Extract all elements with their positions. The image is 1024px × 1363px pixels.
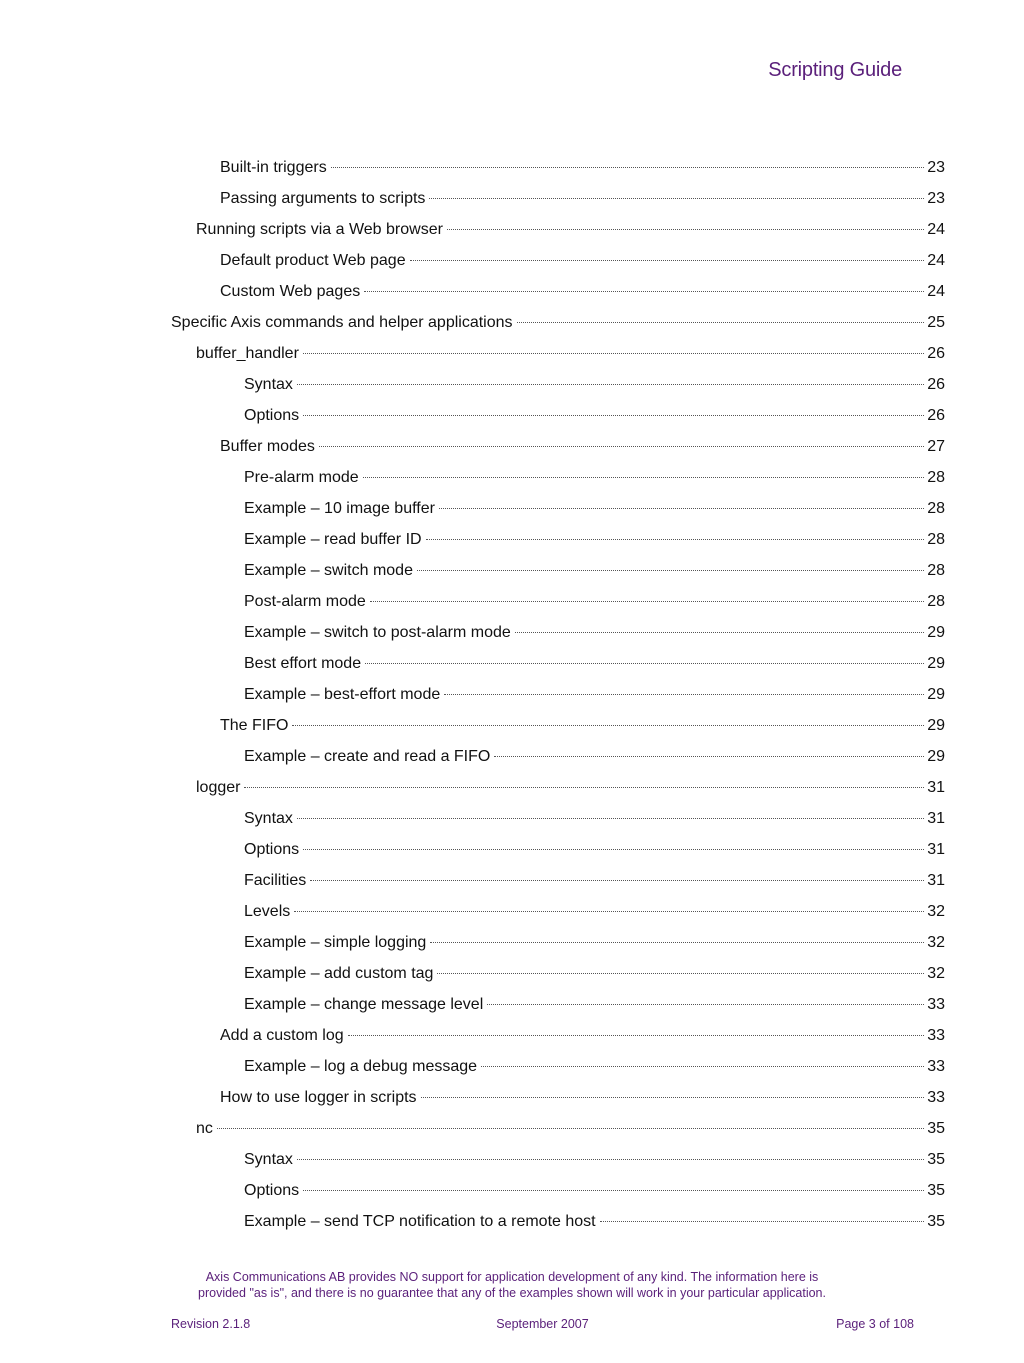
toc-leader-dots [365, 663, 924, 664]
toc-entry-page: 29 [927, 748, 945, 765]
page-header-title: Scripting Guide [768, 59, 902, 81]
toc-entry[interactable] [0, 958, 945, 989]
toc-leader-dots [294, 911, 924, 912]
toc-entry[interactable] [0, 1082, 945, 1113]
toc-leader-dots [370, 601, 924, 602]
toc-entry-title: Facilities [244, 872, 307, 889]
toc-entry-page: 31 [927, 841, 945, 858]
toc-entry-title: The FIFO [220, 717, 289, 734]
toc-entry-page: 28 [927, 562, 945, 579]
toc-entry[interactable] [0, 1020, 945, 1051]
toc-leader-dots [297, 384, 924, 385]
toc-leader-dots [517, 322, 925, 323]
toc-entry[interactable] [0, 772, 945, 803]
toc-leader-dots [439, 508, 924, 509]
toc-leader-dots [348, 1035, 925, 1036]
toc-entry[interactable] [0, 617, 945, 648]
toc-entry-page: 29 [927, 655, 945, 672]
toc-entry-title: Best effort mode [244, 655, 362, 672]
toc-entry[interactable] [0, 865, 945, 896]
toc-entry[interactable] [0, 152, 945, 183]
toc-entry-page: 24 [927, 221, 945, 238]
toc-entry-page: 28 [927, 469, 945, 486]
toc-entry-title: Options [244, 1182, 300, 1199]
toc-leader-dots [244, 787, 924, 788]
toc-leader-dots [319, 446, 924, 447]
toc-entry-title: Default product Web page [220, 252, 406, 269]
toc-entry-page: 33 [927, 1058, 945, 1075]
toc-entry[interactable] [0, 648, 945, 679]
toc-entry-page: 23 [927, 159, 945, 176]
toc-entry-page: 31 [927, 779, 945, 796]
toc-entry-title: Example – add custom tag [244, 965, 434, 982]
footer-page-number: Page 3 of 108 [836, 1317, 914, 1331]
toc-entry[interactable] [0, 307, 945, 338]
toc-leader-dots [515, 632, 924, 633]
toc-entry-page: 32 [927, 903, 945, 920]
toc-entry[interactable] [0, 555, 945, 586]
toc-entry-title: Example – switch mode [244, 562, 413, 579]
toc-entry-page: 33 [927, 1027, 945, 1044]
toc-leader-dots [310, 880, 924, 881]
toc-entry-title: Levels [244, 903, 291, 920]
toc-entry-title: Syntax [244, 1151, 293, 1168]
toc-leader-dots [303, 415, 924, 416]
toc-entry[interactable] [0, 338, 945, 369]
toc-entry-page: 23 [927, 190, 945, 207]
toc-entry-title: Built-in triggers [220, 159, 327, 176]
toc-leader-dots [447, 229, 924, 230]
toc-entry-title: Example – send TCP notification to a remote host [244, 1213, 596, 1230]
toc-entry-title: Options [244, 407, 300, 424]
toc-entry-page: 31 [927, 810, 945, 827]
toc-entry[interactable] [0, 710, 945, 741]
toc-entry-title: Passing arguments to scripts [220, 190, 426, 207]
toc-leader-dots [417, 570, 924, 571]
toc-leader-dots [217, 1128, 924, 1129]
toc-leader-dots [303, 849, 924, 850]
toc-leader-dots [292, 725, 924, 726]
toc-leader-dots [410, 260, 925, 261]
toc-entry-page: 27 [927, 438, 945, 455]
toc-entry-title: Example – switch to post-alarm mode [244, 624, 511, 641]
toc-entry-page: 29 [927, 686, 945, 703]
toc-leader-dots [444, 694, 924, 695]
toc-entry[interactable] [0, 462, 945, 493]
toc-entry[interactable] [0, 183, 945, 214]
toc-entry-page: 33 [927, 996, 945, 1013]
toc-entry-title: nc [196, 1120, 213, 1137]
toc-leader-dots [429, 198, 924, 199]
toc-entry-title: Syntax [244, 810, 293, 827]
toc-entry-title: Example – create and read a FIFO [244, 748, 491, 765]
toc-entry[interactable] [0, 803, 945, 834]
toc-leader-dots [437, 973, 924, 974]
toc-entry-page: 32 [927, 934, 945, 951]
toc-entry[interactable] [0, 493, 945, 524]
toc-entry[interactable] [0, 1051, 945, 1082]
toc-entry-title: Example – best-effort mode [244, 686, 441, 703]
toc-entry[interactable] [0, 741, 945, 772]
toc-entry-title: logger [196, 779, 241, 796]
toc-entry-title: Custom Web pages [220, 283, 361, 300]
toc-entry-title: Example – simple logging [244, 934, 427, 951]
disclaimer-line-1: Axis Communications AB provides NO support for application development of any kind. The information here is [205, 1270, 819, 1284]
toc-entry-page: 24 [927, 252, 945, 269]
toc-entry[interactable] [0, 369, 945, 400]
toc-entry[interactable] [0, 431, 945, 462]
toc-entry[interactable] [0, 1206, 945, 1237]
toc-entry-title: Example – read buffer ID [244, 531, 422, 548]
toc-entry[interactable] [0, 276, 945, 307]
toc-entry-title: Pre-alarm mode [244, 469, 359, 486]
toc-entry-page: 28 [927, 500, 945, 517]
toc-entry[interactable] [0, 245, 945, 276]
toc-entry[interactable] [0, 1113, 945, 1144]
toc-entry-page: 26 [927, 345, 945, 362]
toc-entry[interactable] [0, 834, 945, 865]
toc-entry-title: buffer_handler [196, 345, 299, 362]
toc-entry-page: 25 [927, 314, 945, 331]
toc-entry-title: Example – log a debug message [244, 1058, 478, 1075]
toc-entry-title: Add a custom log [220, 1027, 344, 1044]
toc-entry-page: 35 [927, 1151, 945, 1168]
toc-entry-page: 33 [927, 1089, 945, 1106]
toc-leader-dots [426, 539, 925, 540]
toc-entry-title: Specific Axis commands and helper applications [171, 314, 513, 331]
toc-entry-title: Example – 10 image buffer [244, 500, 435, 517]
toc-entry-page: 29 [927, 624, 945, 641]
toc-leader-dots [487, 1004, 924, 1005]
toc-leader-dots [297, 818, 924, 819]
toc-entry-page: 26 [927, 407, 945, 424]
toc-entry-title: Post-alarm mode [244, 593, 366, 610]
toc-entry[interactable] [0, 679, 945, 710]
toc-leader-dots [600, 1221, 925, 1222]
toc-leader-dots [430, 942, 924, 943]
toc-entry[interactable] [0, 586, 945, 617]
toc-entry[interactable] [0, 524, 945, 555]
disclaimer-line-2: provided "as is", and there is no guarantee that any of the examples shown will work in your particular application. [198, 1286, 826, 1300]
page-footer [171, 1317, 914, 1335]
toc-entry[interactable] [0, 989, 945, 1020]
toc-leader-dots [363, 477, 925, 478]
toc-entry-title: Syntax [244, 376, 293, 393]
toc-entry[interactable] [0, 1175, 945, 1206]
footer-revision: Revision 2.1.8 [171, 1317, 251, 1331]
toc-entry[interactable] [0, 214, 945, 245]
disclaimer [0, 1269, 1024, 1301]
toc-entry-page: 28 [927, 531, 945, 548]
toc-entry-title: Running scripts via a Web browser [196, 221, 443, 238]
toc-leader-dots [303, 353, 924, 354]
toc-entry[interactable] [0, 927, 945, 958]
toc-leader-dots [331, 167, 925, 168]
toc-leader-dots [481, 1066, 924, 1067]
toc-entry[interactable] [0, 400, 945, 431]
toc-entry-title: Example – change message level [244, 996, 484, 1013]
toc-entry-page: 35 [927, 1213, 945, 1230]
toc-entry-page: 35 [927, 1182, 945, 1199]
toc-leader-dots [303, 1190, 924, 1191]
toc-entry-page: 28 [927, 593, 945, 610]
toc-entry-title: Options [244, 841, 300, 858]
toc-entry-page: 26 [927, 376, 945, 393]
toc-entry-title: Buffer modes [220, 438, 315, 455]
toc-entry-page: 35 [927, 1120, 945, 1137]
toc-entry-page: 29 [927, 717, 945, 734]
toc-entry-page: 32 [927, 965, 945, 982]
footer-date: September 2007 [496, 1317, 589, 1331]
toc-leader-dots [297, 1159, 924, 1160]
toc-leader-dots [494, 756, 924, 757]
toc-entry-title: How to use logger in scripts [220, 1089, 417, 1106]
toc-leader-dots [421, 1097, 925, 1098]
toc-entry[interactable] [0, 896, 945, 927]
toc-entry[interactable] [0, 1144, 945, 1175]
toc-entry-page: 24 [927, 283, 945, 300]
toc-entry-page: 31 [927, 872, 945, 889]
toc-leader-dots [364, 291, 924, 292]
